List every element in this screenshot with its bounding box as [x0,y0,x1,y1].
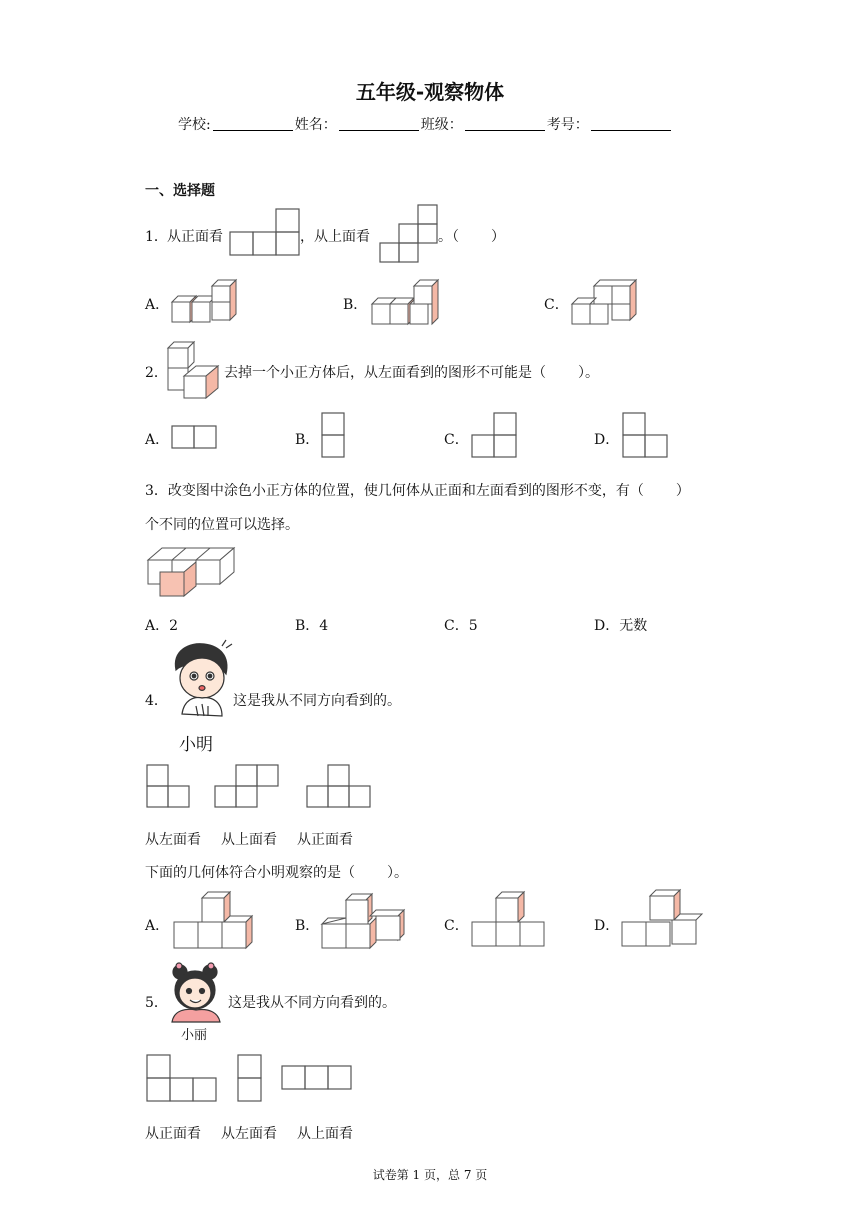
q5-text: 这是我从不同方向看到的。 [228,995,396,1011]
q1-front-view-figure [230,209,300,259]
q1-text-pre: 从正面看 [167,229,223,245]
q4-view-label-top: 从上面看 [221,832,277,848]
q1-close-paren: ） [491,229,505,245]
q4-option-a-label[interactable]: A． [145,918,170,934]
q4-question-text: 下面的几何体符合小明观察的是（ [145,865,355,881]
q4-view-label-left: 从左面看 [145,832,201,848]
q4-option-c-figure[interactable] [470,890,550,952]
q4-close-paren: ）。 [387,865,408,881]
q5-left-view-figure [237,1054,265,1104]
q5-view-label-front: 从正面看 [145,1126,201,1142]
q2-text [224,362,599,382]
q4-option-d-figure[interactable] [620,888,706,952]
q4-question [145,862,408,882]
q4-left-view-figure [146,764,192,810]
q3-figure [146,546,238,598]
q3-option-a[interactable]: A．2 [145,618,179,634]
q2-option-b-figure[interactable] [321,412,347,460]
q1-open-paren: 。（ [438,229,459,245]
exam-no-blank[interactable] [591,116,671,131]
q2-option-a-figure[interactable] [171,425,219,451]
q3-option-d[interactable]: D．无数 [594,618,648,634]
q5-view-label-top: 从上面看 [297,1126,353,1142]
q2-option-c-figure[interactable] [471,412,519,460]
q2-option-d-label[interactable]: D． [594,432,620,448]
name-blank[interactable] [339,116,419,131]
q3-close-paren: ） [675,483,690,499]
school-blank[interactable] [213,116,293,131]
class-label: 班级： [420,117,463,133]
q2-question-text: 去掉一个小正方体后，从左面看到的图形不可能是（ [224,365,546,381]
school-label: 学校: [178,117,211,133]
q1-option-b-figure[interactable] [370,276,450,328]
q3-question-text: 3．改变图中涂色小正方体的位置，使几何体从正面和左面看到的图形不变，有（ [145,483,644,499]
q1-option-c-figure[interactable] [570,276,646,328]
q2-number: 2． [145,365,168,381]
q5-person-label: 小丽 [181,1028,208,1043]
girl-xiaoli-illustration [166,960,226,1024]
q5-view-label-left: 从左面看 [221,1126,277,1142]
q1-top-view-figure [380,205,440,265]
q2-option-a-label[interactable]: A． [145,432,170,448]
q2-option-d-figure[interactable] [622,412,670,460]
student-info-line [178,114,673,134]
boy-xiaoming-illustration [168,640,236,724]
q3-line2: 个不同的位置可以选择。 [145,517,299,533]
q4-option-c-label[interactable]: C． [444,918,469,934]
q1-text-mid: ，从上面看 [300,229,370,245]
q1-option-a-label[interactable]: A． [145,297,170,313]
q4-front-view-figure [306,764,374,810]
page-footer: 试卷第 1 页，总 7 页 [372,1168,488,1182]
q4-top-view-figure [214,764,282,810]
q2-option-c-label[interactable]: C． [444,432,469,448]
q3-option-b[interactable]: B．4 [295,618,329,634]
q2-figure [166,340,224,402]
q1-option-c-label[interactable]: C． [544,297,569,313]
q1-number: 1． [145,229,168,245]
class-blank[interactable] [465,116,545,131]
q4-view-label-front: 从正面看 [297,832,353,848]
q1-option-b-label[interactable]: B． [343,297,368,313]
q3-line1 [145,480,690,500]
q4-text: 这是我从不同方向看到的。 [233,693,401,709]
q3-option-c[interactable]: C．5 [444,618,478,634]
q1-text-end [438,226,505,246]
section-heading: 一、选择题 [145,183,215,199]
page-title: 五年级-观察物体 [355,80,505,104]
exam-no-label: 考号： [546,117,589,133]
q5-front-view-figure [146,1054,220,1104]
q4-option-b-figure[interactable] [320,890,412,952]
q2-close-paren: ）。 [578,365,599,381]
name-label: 姓名： [294,117,337,133]
q5-number: 5． [145,995,168,1011]
q1-option-a-figure[interactable] [170,276,242,328]
q2-option-b-label[interactable]: B． [295,432,320,448]
q4-option-d-label[interactable]: D． [594,918,620,934]
q4-option-b-label[interactable]: B． [295,918,320,934]
q4-person-label: 小明 [179,735,213,755]
q5-top-view-figure [281,1065,355,1093]
q4-option-a-figure[interactable] [172,890,254,952]
q4-number: 4． [145,693,168,709]
